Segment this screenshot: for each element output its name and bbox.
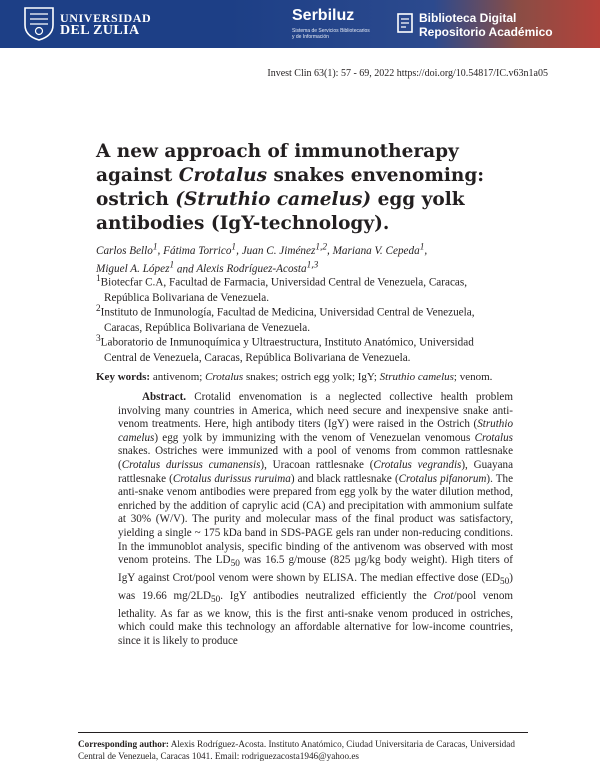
title-part: A new approach of immunotherapy against	[96, 141, 459, 186]
affiliation: $^1$Biotecfar C.A, Facultad de Farmacia, Universidad Central de Venezuela, Caracas, República Bolivariana de Venezuela.	[96, 274, 468, 304]
author: Carlos Bello$^1$	[96, 242, 158, 257]
author: Fátima Torrico$^1$	[163, 242, 237, 257]
repository-name-line2: Repositorio Académico	[419, 25, 553, 39]
author: Alexis Rodríguez-Acosta$^{1,3}$	[196, 260, 319, 276]
title-part: snakes envenoming: ostrich	[96, 165, 485, 210]
serbiluz-logo-title: Serbiluz	[292, 7, 355, 24]
affiliation: $^2$Instituto de Inmunología, Facultad de Medicina, Universidad Central de Venezuela, Caracas, República Bolivariana de Venezuela.	[96, 304, 475, 334]
header-banner	[0, 0, 600, 48]
abstract: Abstract. Crotalid envenomation is a neglected collective health problem involving many countries in America, which need secure and inexpensive snake anti-venom treatments. Here, high antibody titers (IgY) were raised in the Ostrich (Struthio camelus) egg yolk by immunizing with the venom of Venezuelan venomous Crotalus snakes. Ostriches were immunized with a pool of venoms from common rattlesnake (Crotalus durissus cumanensis), Uracoan rattlesnake (Crotalus vegrandis), Guayana rattlesnake (Crotalus durissus ruruima) and black rattlesnake (Crotalus pifanorum). The anti-snake venom antibodies were prepared from egg yolk by the water dilution method, enriched by the addition of caprylic acid (CA) and precipitation with ammonium sulfate at 30% (W/V). The purity and molecular mass of the final product was satisfactory, yielding a single ~ 175 kDa band in SDS-PAGE gels ran under non-reducing conditions. In the immunoblot analysis, specific binding of the antivenom was observed with most venom proteins. The $LD_{50}$ was 16.5 g/mouse (825 µg/kg body weight). High titers of IgY against Crot/pool venom were shown by ELISA. The median effective dose $(ED_{50})$ was 19.66 $mg/2LD_{50}$. IgY antibodies neutralized efficiently the Crot/pool venom lethality. As far as we know, this is the first anti-snake venom produced in ostriches, which could make this technology an affordable alternative for low-income countries, since it is likely to produce	[118, 391, 514, 647]
serbiluz-subtitle-line1: Sistema de Servicios Bibliotecarios	[292, 28, 370, 34]
corresponding-author-note: Corresponding author: Alexis Rodríguez-Acosta. Instituto Anatómico, Ciudad Universitaria de Caracas, Universidad Central de Venezuela, Caracas 1041. Email: rodriguezacosta1946@yahoo.es	[78, 739, 515, 761]
author-list: Carlos Bello$^1$, Fátima Torrico$^1$, Juan C. Jiménez$^{1,2}$, Mariana V. Cepeda$^1$, Miguel A. López$^1$ and Alexis Rodríguez-Acosta$^{1,3}$	[96, 242, 428, 276]
keywords-label: Key words:	[96, 371, 151, 383]
keywords: Key words: antivenom; Crotalus snakes; ostrich egg yolk; IgY; Struthio camelus; venom.	[96, 371, 493, 383]
affiliation: $^3$Laboratorio de Inmunoquímica y Ultraestructura, Instituto Anatómico, Universidad Central de Venezuela, Caracas, República Bolivariana de Venezuela.	[96, 334, 474, 364]
article-title	[96, 140, 536, 236]
abstract-label: Abstract.	[142, 391, 187, 403]
footnote-divider	[78, 732, 528, 733]
banner-gradient	[230, 0, 600, 48]
serbiluz-subtitle-line2: y de Información	[292, 34, 329, 40]
author: Juan C. Jiménez$^{1,2}$	[241, 242, 327, 257]
university-name-line2: DEL ZULIA	[60, 23, 140, 38]
author: Miguel A. López$^1$	[96, 260, 175, 276]
title-italic: (Struthio camelus)	[175, 189, 372, 210]
author: Mariana V. Cepeda$^1$	[332, 242, 425, 257]
footnote-label: Corresponding author:	[78, 739, 169, 749]
title-part: egg yolk antibodies (IgY-technology).	[96, 189, 465, 234]
repository-book-icon	[396, 12, 414, 34]
title-italic: Crotalus	[178, 165, 268, 186]
journal-citation[interactable]: Invest Clin 63(1): 57 - 69, 2022 https://doi.org/10.54817/IC.v63n1a05	[267, 68, 548, 79]
repository-name-line1: Biblioteca Digital	[419, 11, 517, 25]
university-seal-icon	[22, 5, 56, 41]
university-name-line1: UNIVERSIDAD	[60, 11, 152, 25]
